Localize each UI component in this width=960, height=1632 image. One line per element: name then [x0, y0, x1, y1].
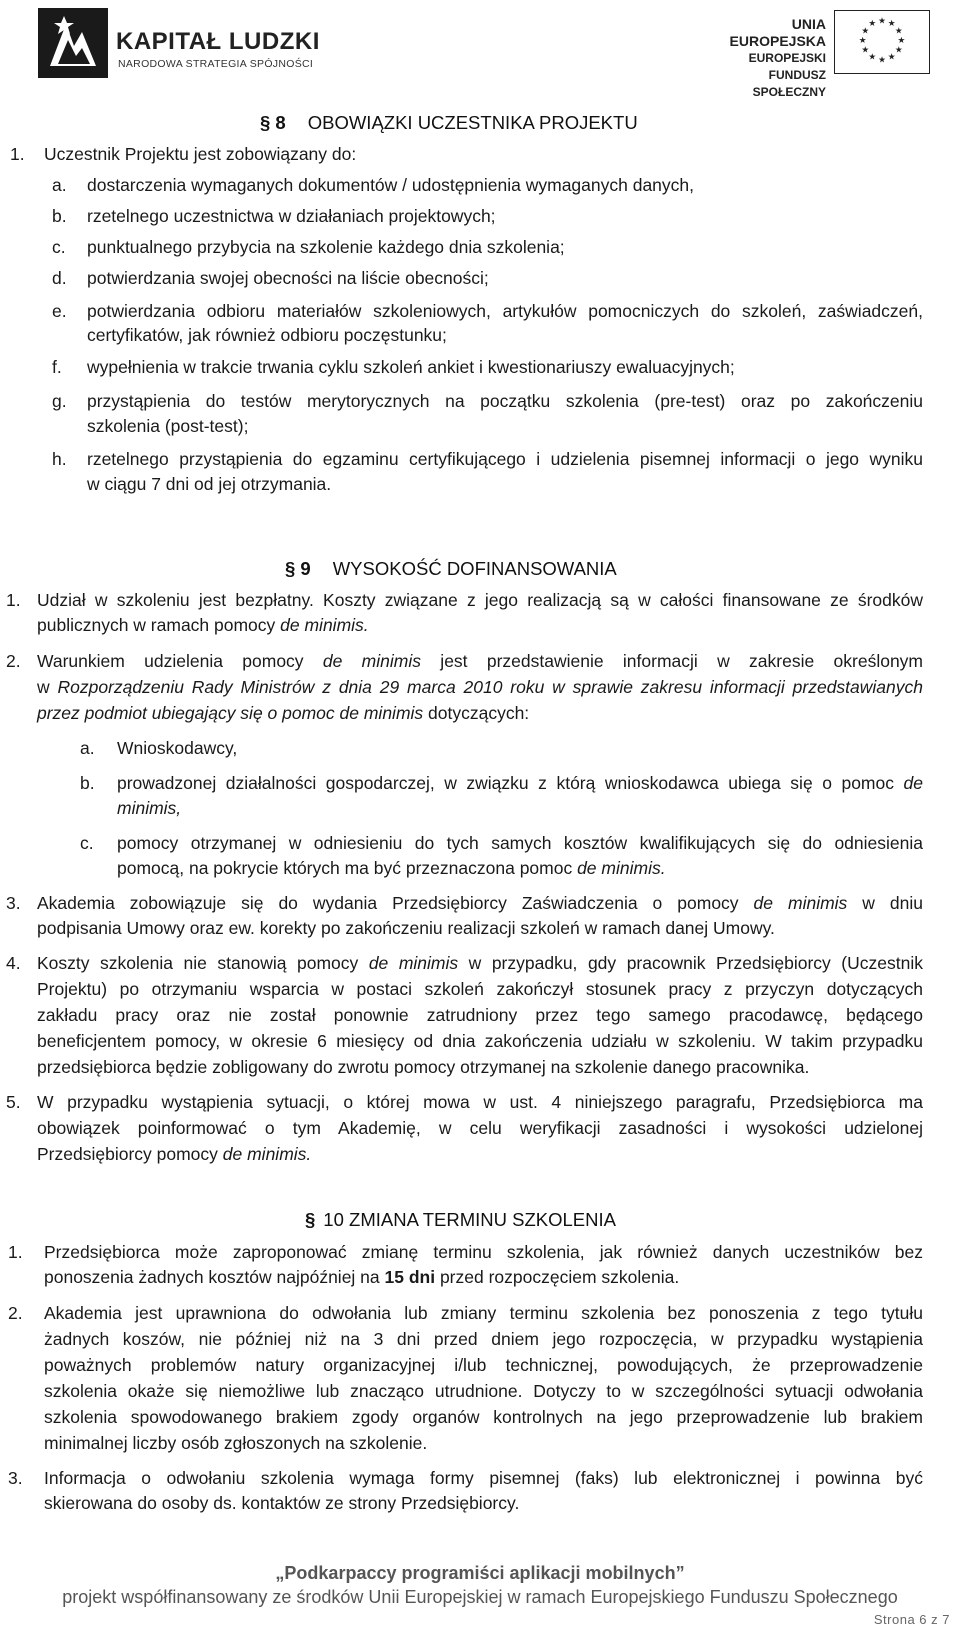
- section-8-title: OBOWIĄZKI UCZESTNIKA PROJEKTU: [307, 112, 638, 133]
- section-10-title: 10 ZMIANA TERMINU SZKOLENIA: [323, 1209, 616, 1230]
- s10-p3-number: 3.: [8, 1468, 23, 1488]
- svg-text:★: ★: [894, 26, 903, 37]
- s9-p3-number: 3.: [6, 893, 21, 913]
- s9-p3-line1: Akademia zobowiązuje się do wydania Przedsiębiorcy Zaświadczenia o pomocy de minimis w dniu: [37, 893, 923, 913]
- s10-p3-line1: Informacja o odwołaniu szkolenia wymaga formy pisemnej (faks) lub elektronicznej i powinna być: [44, 1468, 923, 1488]
- s8-sub-d-letter: d.: [52, 268, 67, 288]
- s10-p1-line1: Przedsiębiorca może zaproponować zmianę terminu szkolenia, jak również danych uczestników bez: [44, 1242, 923, 1262]
- page-number: Strona 6 z 7: [873, 1612, 950, 1627]
- s9-p4-line3: zakładu pracy oraz nie został ponownie zatrudniony przez tego samego pracodawcę, będącego: [37, 1005, 923, 1025]
- s9-p2-line1: Warunkiem udzielenia pomocy de minimis jest przedstawienie informacji w zakresie określonym: [37, 651, 924, 671]
- s10-p2-line4: szkolenia okaże się niemożliwe lub znacząco utrudnione. Dotyczy to w szczególności sytuacji odwołania: [44, 1381, 923, 1401]
- s9-p1-line2: publicznych w ramach pomocy de minimis.: [37, 615, 369, 635]
- s9-p4-number: 4.: [6, 953, 21, 973]
- s8-sub-c-text: punktualnego przybycia na szkolenie każdego dnia szkolenia;: [87, 237, 565, 257]
- kapital-ludzki-logo: [36, 6, 336, 84]
- s10-p2-number: 2.: [8, 1303, 23, 1323]
- section-9-symbol: § 9: [285, 558, 311, 579]
- s8-sub-b-letter: b.: [52, 206, 67, 226]
- s9-p2-line3: przez podmiot ubiegający się o pomoc de minimis dotyczących:: [37, 703, 530, 723]
- s9-p2-c-line2: pomocą, na pokrycie których ma być przeznaczona pomoc de minimis.: [117, 858, 666, 878]
- s9-p4-line2: Projektu) po otrzymaniu wsparcia w postaci szkoleń zakończył stosunek pracy z przyczyn dotyczących: [37, 979, 923, 999]
- svg-text:★: ★: [861, 45, 870, 56]
- s10-p2-line1: Akademia jest uprawniona do odwołania lub zmiany terminu szkolenia bez ponoszenia z tego tytułu: [44, 1303, 923, 1323]
- s9-p4-line1: Koszty szkolenia nie stanowią pomocy de minimis w przypadku, gdy pracownik Przedsiębiorcy (Uczestnik: [37, 953, 923, 973]
- eu-logo: [700, 10, 930, 99]
- s9-p4-line4: beneficjentem pomocy, w okresie 6 miesięcy od dnia zakończenia udziału w szkoleniu. W takim przypadku: [37, 1031, 923, 1051]
- s10-p1-line2: ponoszenia żadnych kosztów najpóźniej na 15 dni przed rozpoczęciem szkolenia.: [44, 1267, 680, 1287]
- s10-p3-line2: skierowana do osoby ds. kontaktów ze strony Przedsiębiorcy.: [44, 1493, 520, 1513]
- s8-sub-d-text: potwierdzania swojej obecności na liście obecności;: [87, 268, 489, 288]
- s8-sub-h-line1: rzetelnego przystąpienia do egzaminu certyfikującego i udzielenia pisemnej informacji o jego wyniku: [87, 449, 923, 469]
- s9-p3-line2: podpisania Umowy oraz ew. korekty po zakończeniu realizacji szkoleń w ramach danej Umowy.: [37, 918, 775, 938]
- section-10-symbol: §: [305, 1209, 316, 1230]
- s9-p2-b-line1: prowadzonej działalności gospodarczej, w związku z którą wnioskodawca ubiega się o pomoc de: [117, 773, 923, 793]
- s9-p2-b-letter: b.: [80, 773, 95, 793]
- s9-p2-a-text: Wnioskodawcy,: [117, 738, 238, 758]
- s8-sub-f-text: wypełnienia w trakcie trwania cyklu szkoleń ankiet i kwestionariuszy ewaluacyjnych;: [87, 357, 735, 377]
- s9-p4-line5: przedsiębiorca będzie zobligowany do zwrotu pomocy otrzymanej na szkolenie danego pracownika.: [37, 1057, 810, 1077]
- s9-p2-line2: w Rozporządzeniu Rady Ministrów z dnia 29 marca 2010 roku w sprawie zakresu informacji przedstawianych: [37, 677, 923, 697]
- section-10-heading: [305, 1209, 616, 1231]
- svg-text:★: ★: [861, 26, 870, 37]
- s8-sub-a-text: dostarczenia wymaganych dokumentów / udostępnienia wymaganych danych,: [87, 175, 695, 195]
- s9-p5-line1: W przypadku wystąpienia sytuacji, o której mowa w ust. 4 niniejszego paragrafu, Przedsiębiorca ma: [37, 1092, 923, 1112]
- s8-sub-h-line2: w ciągu 7 dni od jej otrzymania.: [87, 474, 332, 494]
- svg-text:★: ★: [897, 35, 906, 46]
- s10-p2-line6: minimalnej liczby osób zgłoszonych na szkolenie.: [44, 1433, 428, 1453]
- svg-text:★: ★: [878, 16, 886, 27]
- svg-text:★: ★: [878, 55, 886, 66]
- svg-text:★: ★: [894, 45, 903, 56]
- s8-sub-g-letter: g.: [52, 391, 67, 411]
- s9-p5-number: 5.: [6, 1092, 21, 1112]
- s8-sub-g-line1: przystąpienia do testów merytorycznych na początku szkolenia (pre-test) oraz po zakończeniu: [87, 391, 923, 411]
- eu-logo-line3: FUNDUSZ SPOŁECZNY: [752, 68, 826, 99]
- svg-text:★: ★: [887, 19, 896, 30]
- footer-project-title: „Podkarpaccy programiści aplikacji mobilnych”: [275, 1563, 685, 1583]
- section-9-title: WYSOKOŚĆ DOFINANSOWANIA: [332, 558, 617, 579]
- svg-text:★: ★: [868, 19, 877, 30]
- s8-sub-f-letter: f.: [52, 357, 62, 377]
- eu-logo-line1: UNIA EUROPEJSKA: [729, 16, 826, 49]
- s8-sub-e-line2: certyfikatów, jak również odbioru poczęstunku;: [87, 325, 447, 345]
- s9-p2-a-letter: a.: [80, 738, 95, 758]
- s9-p1-number: 1.: [6, 590, 21, 610]
- s10-p1-number: 1.: [8, 1242, 23, 1262]
- eu-flag-icon: [834, 10, 930, 74]
- s8-sub-g-line2: szkolenia (post-test);: [87, 416, 249, 436]
- s8-sub-h-letter: h.: [52, 449, 67, 469]
- kapital-ludzki-emblem-icon: [36, 6, 110, 80]
- eu-logo-text: [700, 16, 826, 101]
- s8-item1-number: 1.: [10, 144, 25, 164]
- kapital-ludzki-brand: KAPITAŁ LUDZKI: [116, 28, 320, 55]
- svg-text:★: ★: [868, 52, 877, 63]
- s9-p2-c-line1: pomocy otrzymanej w odniesieniu do tych samych kosztów kwalifikujących się do odniesienia: [117, 833, 923, 853]
- s10-p2-line2: żadnych koszów, nie później niż na 3 dni przed dniem jego rozpoczęcia, w przypadku wystąpienia: [44, 1329, 923, 1349]
- s9-p1-line1: Udział w szkoleniu jest bezpłatny. Koszty związane z jego realizacją są w całości finansowane ze środków: [37, 590, 923, 610]
- s8-sub-e-letter: e.: [52, 301, 67, 321]
- s9-p2-number: 2.: [6, 651, 21, 671]
- s10-p2-line3: poważnych problemów natury organizacyjnej i/lub technicznej, powodujących, że przeprowadzenie: [44, 1355, 923, 1375]
- section-9-heading: [285, 558, 617, 580]
- s8-sub-c-letter: c.: [52, 237, 66, 257]
- svg-text:★: ★: [887, 52, 896, 63]
- kapital-ludzki-subtitle: NARODOWA STRATEGIA SPÓJNOŚCI: [118, 58, 314, 70]
- s8-sub-a-letter: a.: [52, 175, 67, 195]
- section-8-symbol: § 8: [260, 112, 286, 133]
- s8-item1-text: Uczestnik Projektu jest zobowiązany do:: [44, 144, 357, 164]
- s8-sub-e-line1: potwierdzania odbioru materiałów szkoleniowych, artykułów pomocniczych do szkoleń, zaświadczeń,: [87, 301, 923, 321]
- s9-p2-c-letter: c.: [80, 833, 94, 853]
- s8-sub-b-text: rzetelnego uczestnictwa w działaniach projektowych;: [87, 206, 496, 226]
- s9-p5-line3: Przedsiębiorcy pomocy de minimis.: [37, 1144, 312, 1164]
- s10-p2-line5: szkolenia spowodowanego brakiem zgody organów kontrolnych na jego przeprowadzenie lub brakiem: [44, 1407, 923, 1427]
- section-8-heading: [260, 112, 638, 134]
- eu-logo-line2: EUROPEJSKI: [748, 51, 826, 65]
- s9-p2-b-line2: minimis,: [117, 798, 182, 818]
- footer-project-subtitle: projekt współfinansowany ze środków Unii Europejskiej w ramach Europejskiego Funduszu Społecznego: [62, 1587, 898, 1607]
- s9-p5-line2: obowiązek poinformować o tym Akademię, w celu weryfikacji zasadności i wysokości udzielonej: [37, 1118, 923, 1138]
- svg-text:★: ★: [858, 35, 867, 46]
